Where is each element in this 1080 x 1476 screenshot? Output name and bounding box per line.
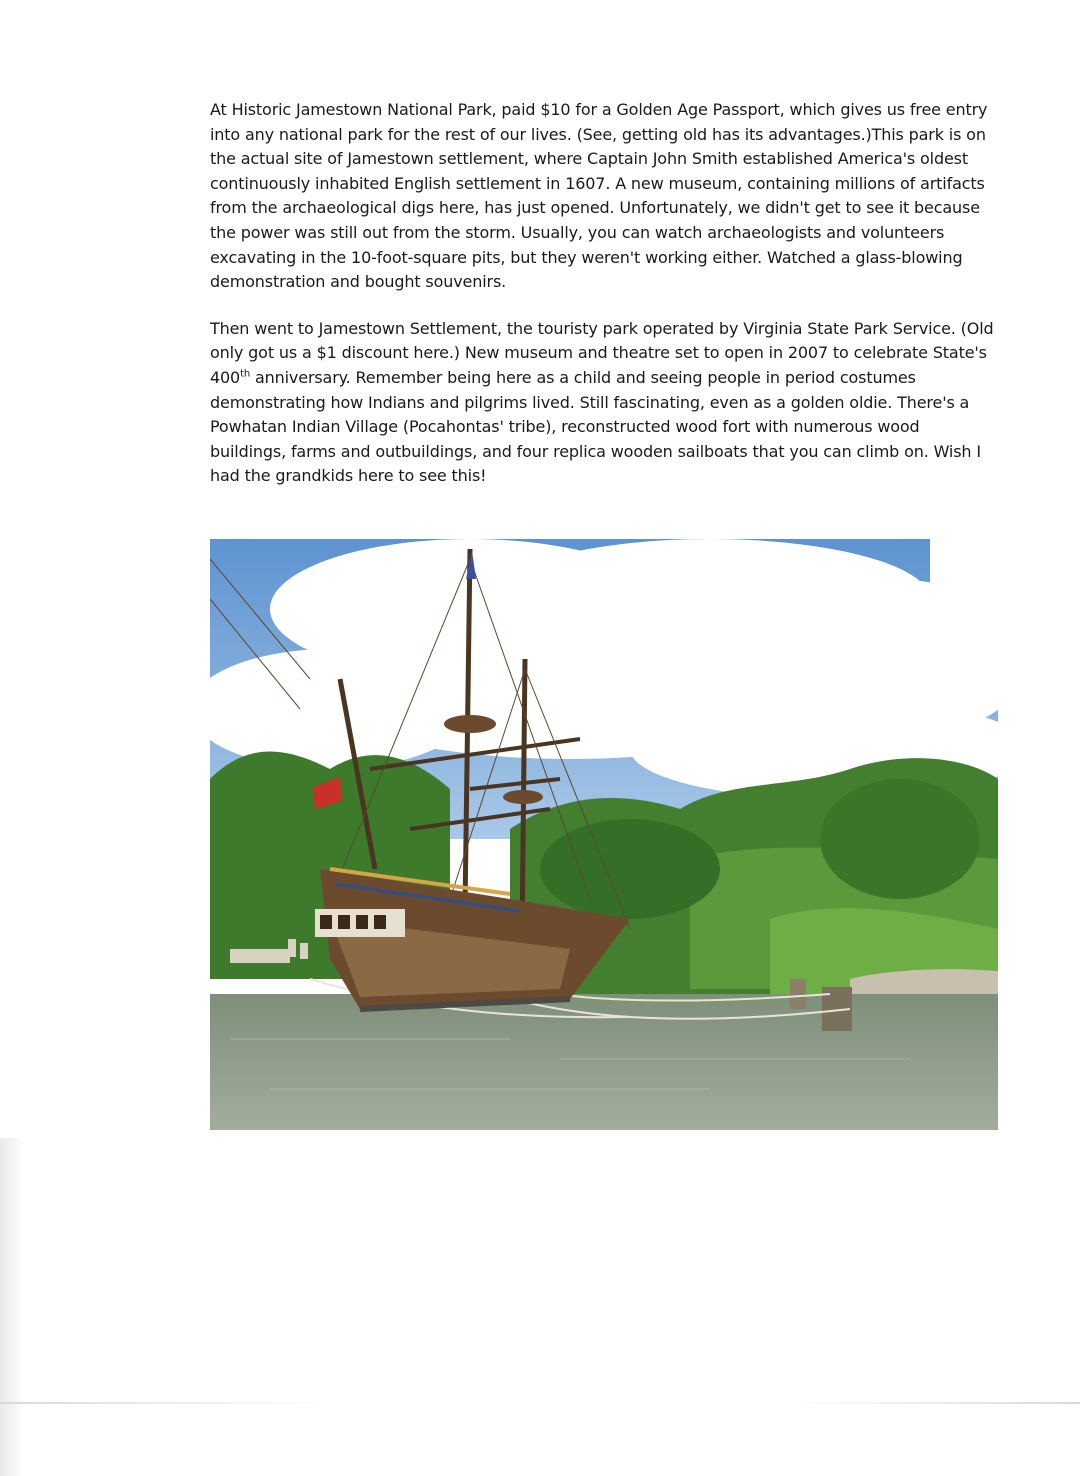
document-body xyxy=(210,98,1000,511)
scan-shadow-edge xyxy=(0,1138,24,1476)
paragraph-2-text-a: Then went to Jamestown Settlement, the touristy park operated by Virginia State Park Service. (Old only got us a $1 discount here.) New museum and theatre set to open in 2007 to celebrate State's 400 xyxy=(210,318,994,387)
crows-nest xyxy=(444,715,496,733)
dock-post xyxy=(790,979,806,1009)
scan-line-right xyxy=(790,1402,1080,1404)
replica-sailing-ship-image xyxy=(210,539,998,1130)
paragraph-historic-jamestown: At Historic Jamestown National Park, paid $10 for a Golden Age Passport, which gives us free entry into any national park for the rest of our lives. (See, getting old has its advantages.)This park is on the actual site of Jamestown settlement, where Captain John Smith established America's oldest continuously inhabited English settlement in 1607. A new museum, containing millions of artifacts from the archaeological digs here, has just opened. Unfortunately, we didn't get to see it because the power was still out from the storm. Usually, you can watch archaeologists and volunteers excavating in the 10-foot-square pits, but they weren't working either. Watched a glass-blowing demonstration and bought souvenirs. xyxy=(210,100,988,292)
ordinal-superscript: th xyxy=(240,368,251,380)
paragraph-jamestown-settlement xyxy=(210,317,1000,489)
scan-line-left xyxy=(0,1402,330,1404)
paragraph-2-text-b: anniversary. Remember being here as a child and seeing people in period costumes demonstrating how Indians and pilgrims lived. Still fascinating, even as a golden oldie. There's a Powhatan Indian Village (Pocahontas' tribe), reconstructed wood fort with numerous wood buildings, farms and outbuildings, and four replica wooden sailboats that you can climb on. Wish I had the grandkids here to see this! xyxy=(210,367,981,486)
crows-nest-aft xyxy=(503,790,543,804)
ship-photo xyxy=(210,539,998,1130)
